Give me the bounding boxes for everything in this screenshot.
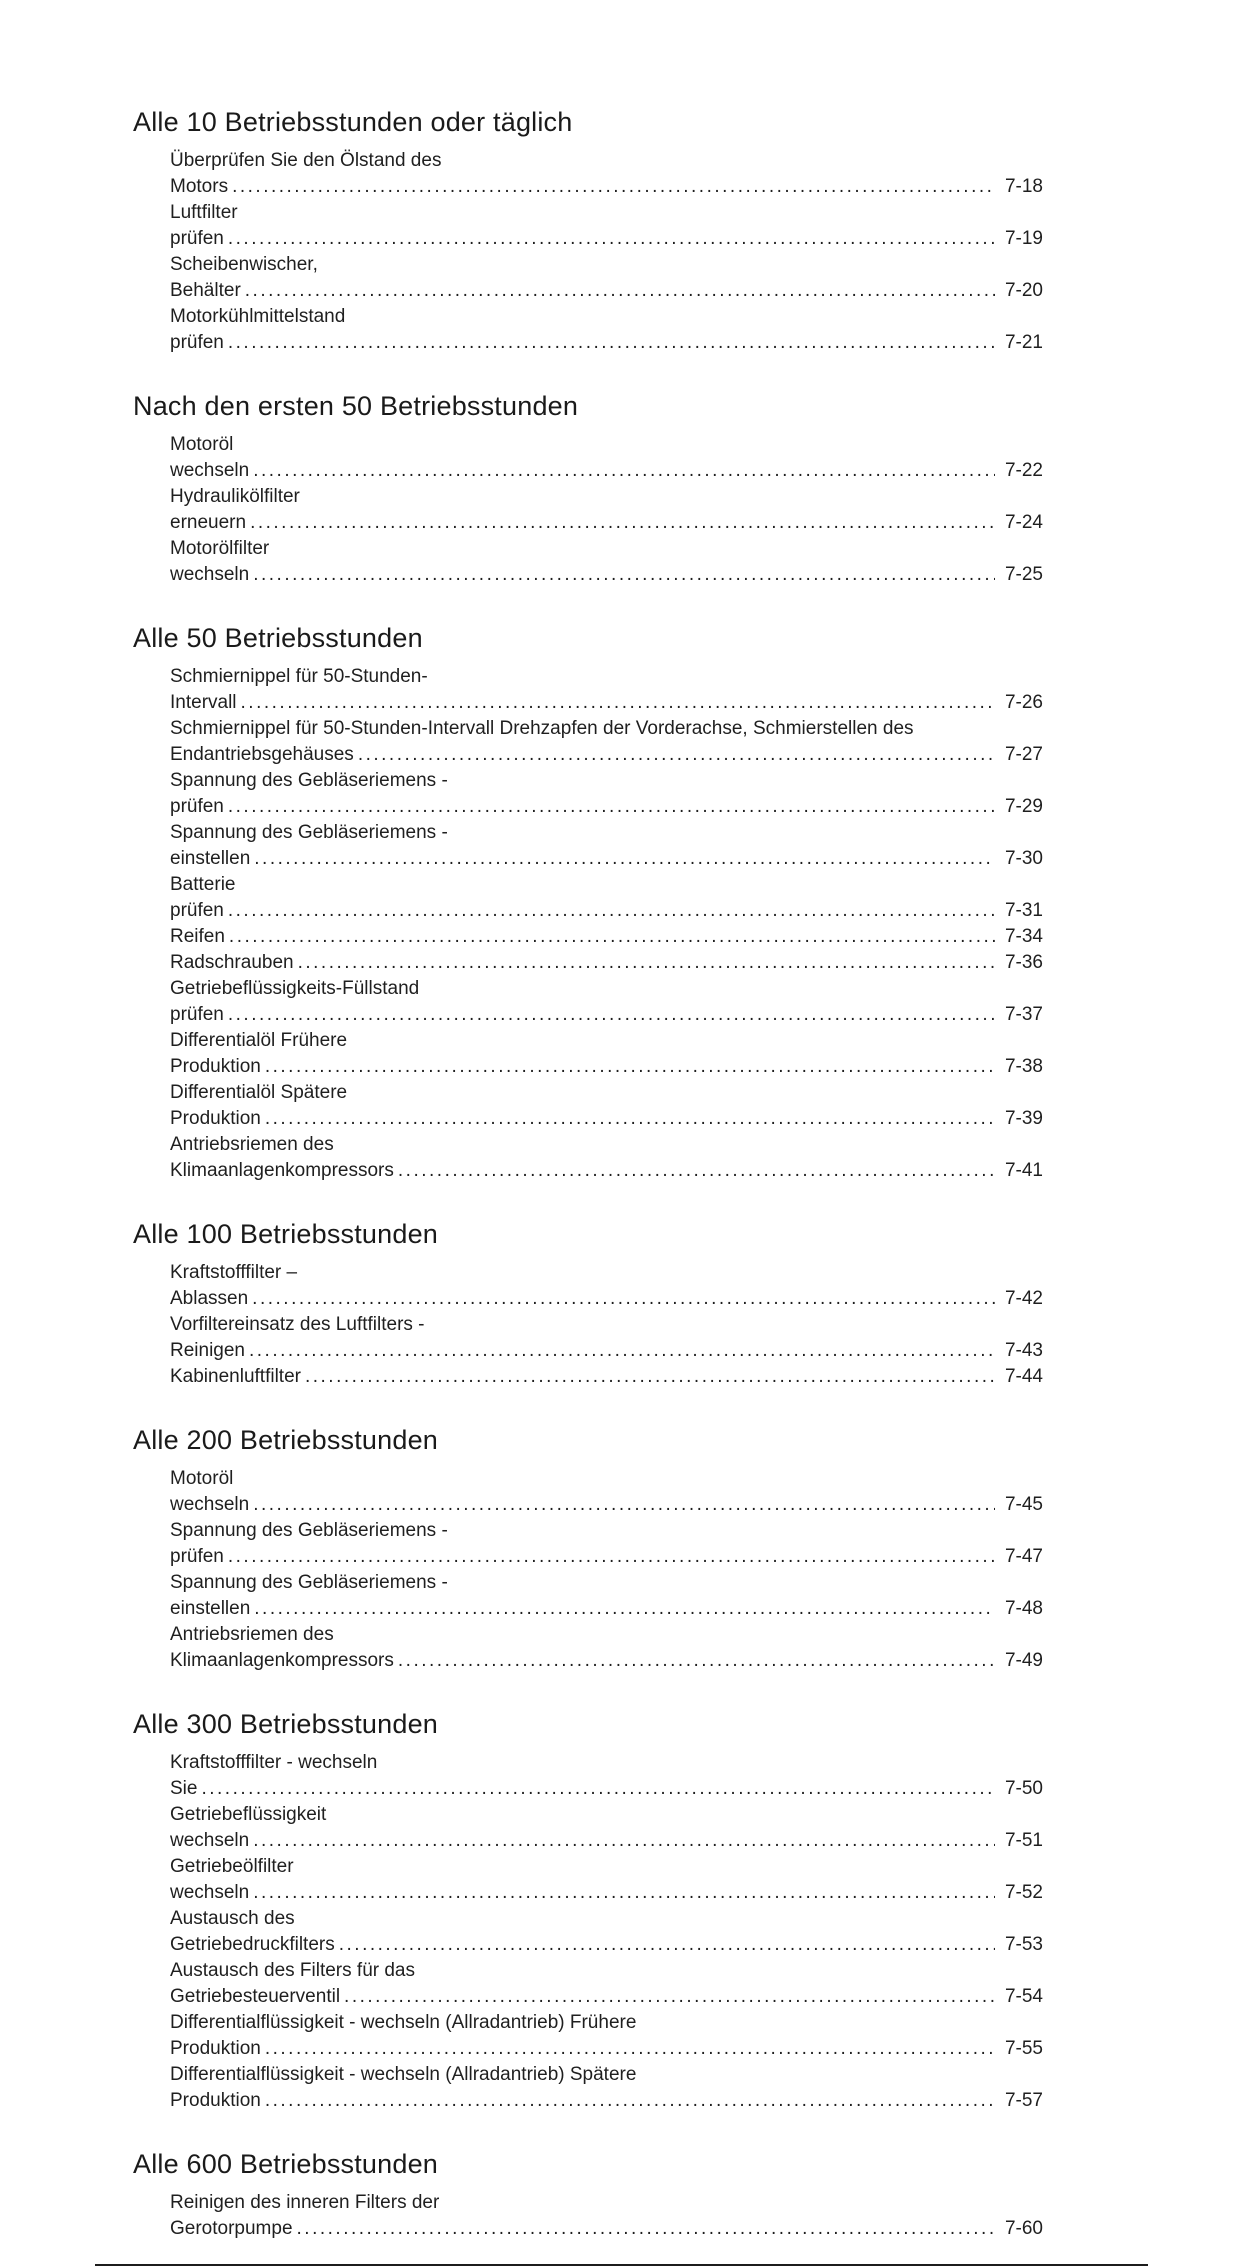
page-number: 7-25 bbox=[995, 562, 1043, 588]
toc-entry[interactable] bbox=[170, 200, 1043, 252]
page-number: 7-48 bbox=[995, 1596, 1043, 1622]
entry-label: Motorölfilter wechseln ..... bbox=[170, 538, 1043, 585]
section-title: Alle 200 Betriebsstunden bbox=[133, 1425, 439, 1455]
entry-label: Getriebeflüssigkeit wechseln ..... bbox=[170, 1804, 1043, 1851]
toc-entry[interactable] bbox=[170, 2062, 1043, 2114]
page-number: 7-44 bbox=[995, 1364, 1043, 1390]
entry-label: Motoröl wechseln ..... bbox=[170, 434, 1043, 481]
entry-label: Reinigen des inneren Filters der Gerotorpumpe ..... bbox=[170, 2192, 1043, 2239]
toc-entry[interactable] bbox=[170, 1802, 1043, 1854]
toc-entry[interactable] bbox=[170, 1622, 1043, 1674]
entry-label: Scheibenwischer, Behälter ..... bbox=[170, 254, 1043, 301]
page-number: 7-18 bbox=[995, 174, 1043, 200]
toc-entry[interactable] bbox=[170, 820, 1043, 872]
entry-label: Getriebeflüssigkeits-Füllstand prüfen ..... bbox=[170, 978, 1043, 1025]
entry-label: Differentialflüssigkeit - wechseln (Allradantrieb) Spätere Produktion ..... bbox=[170, 2064, 1043, 2111]
entry-label: Motoröl wechseln ..... bbox=[170, 1468, 1043, 1515]
page-number: 7-47 bbox=[995, 1544, 1043, 1570]
page-number: 7-57 bbox=[995, 2088, 1043, 2114]
toc-entry[interactable] bbox=[170, 252, 1043, 304]
page-number: 7-26 bbox=[995, 690, 1043, 716]
section-title: Alle 300 Betriebsstunden bbox=[133, 1709, 439, 1739]
entry-label: Überprüfen Sie den Ölstand des Motors ..... bbox=[170, 150, 1043, 197]
toc-entry[interactable] bbox=[170, 1080, 1043, 1132]
entry-label: Antriebsriemen des Klimaanlagenkompressors ..... bbox=[170, 1624, 1043, 1671]
toc-entry[interactable] bbox=[170, 924, 1043, 950]
section-title: Alle 600 Betriebsstunden bbox=[133, 2149, 439, 2179]
page-number: 7-31 bbox=[995, 898, 1043, 924]
entry-label: Differentialöl Frühere Produktion ..... bbox=[170, 1030, 1043, 1077]
page-number: 7-42 bbox=[995, 1286, 1043, 1312]
toc-entry[interactable] bbox=[170, 304, 1043, 356]
page-number: 7-52 bbox=[995, 1880, 1043, 1906]
entry-list bbox=[133, 2190, 1043, 2242]
document-page bbox=[133, 106, 1043, 2242]
toc-entry[interactable] bbox=[170, 1260, 1043, 1312]
page-number: 7-49 bbox=[995, 1648, 1043, 1674]
entry-label: Kraftstofffilter - wechseln Sie ..... bbox=[170, 1752, 1043, 1799]
toc-entry[interactable] bbox=[170, 536, 1043, 588]
page-number: 7-36 bbox=[995, 950, 1043, 976]
section-title: Alle 10 Betriebsstunden oder täglich bbox=[133, 107, 573, 137]
entry-label: Spannung des Gebläseriemens - einstellen ..... bbox=[170, 822, 1043, 869]
page-number: 7-34 bbox=[995, 924, 1043, 950]
entry-label: Radschrauben ..... bbox=[170, 952, 1043, 973]
toc-entry[interactable] bbox=[170, 2010, 1043, 2062]
entry-list bbox=[133, 1750, 1043, 2114]
toc-entry[interactable] bbox=[170, 664, 1043, 716]
entry-label: Kraftstofffilter – Ablassen ..... bbox=[170, 1262, 1043, 1309]
entry-label: Vorfiltereinsatz des Luftfilters - Reinigen ..... bbox=[170, 1314, 1043, 1361]
toc-entry[interactable] bbox=[170, 768, 1043, 820]
page-number: 7-51 bbox=[995, 1828, 1043, 1854]
toc-entry[interactable] bbox=[170, 716, 1043, 768]
page-number: 7-21 bbox=[995, 330, 1043, 356]
entry-label: Schmiernippel für 50-Stunden-Intervall ..... bbox=[170, 666, 1043, 713]
entry-label: Spannung des Gebläseriemens - einstellen ..... bbox=[170, 1572, 1043, 1619]
page-number: 7-37 bbox=[995, 1002, 1043, 1028]
page-number: 7-39 bbox=[995, 1106, 1043, 1132]
toc-entry[interactable] bbox=[170, 950, 1043, 976]
toc-entry[interactable] bbox=[170, 484, 1043, 536]
entry-label: Batterie prüfen ..... bbox=[170, 874, 1043, 921]
toc-entry[interactable] bbox=[170, 2190, 1043, 2242]
entry-label: Antriebsriemen des Klimaanlagenkompressors ..... bbox=[170, 1134, 1043, 1181]
toc-section bbox=[133, 1218, 1043, 1390]
toc-entry[interactable] bbox=[170, 1958, 1043, 2010]
toc-section bbox=[133, 1424, 1043, 1674]
entry-label: Hydraulikölfilter erneuern ..... bbox=[170, 486, 1043, 533]
entry-label: Austausch des Getriebedruckfilters ..... bbox=[170, 1908, 1043, 1955]
toc-section bbox=[133, 622, 1043, 1184]
toc-section bbox=[133, 1708, 1043, 2114]
toc-entry[interactable] bbox=[170, 1028, 1043, 1080]
page-number: 7-45 bbox=[995, 1492, 1043, 1518]
entry-label: Motorkühlmittelstand prüfen ..... bbox=[170, 306, 1043, 353]
toc-entry[interactable] bbox=[170, 1364, 1043, 1390]
entry-label: Getriebeölfilter wechseln ..... bbox=[170, 1856, 1043, 1903]
entry-label: Differentialflüssigkeit - wechseln (Allradantrieb) Frühere Produktion ..... bbox=[170, 2012, 1043, 2059]
entry-label: Spannung des Gebläseriemens - prüfen ..... bbox=[170, 770, 1043, 817]
page-number: 7-19 bbox=[995, 226, 1043, 252]
toc-entry[interactable] bbox=[170, 432, 1043, 484]
toc-sections bbox=[133, 106, 1043, 2242]
entry-list bbox=[133, 432, 1043, 588]
toc-entry[interactable] bbox=[170, 1750, 1043, 1802]
page-number: 7-54 bbox=[995, 1984, 1043, 2010]
toc-entry[interactable] bbox=[170, 148, 1043, 200]
toc-entry[interactable] bbox=[170, 1854, 1043, 1906]
entry-list bbox=[133, 148, 1043, 356]
entry-label: Spannung des Gebläseriemens - prüfen ..... bbox=[170, 1520, 1043, 1567]
toc-section bbox=[133, 106, 1043, 356]
entry-list bbox=[133, 664, 1043, 1184]
toc-entry[interactable] bbox=[170, 1570, 1043, 1622]
entry-label: Austausch des Filters für das Getriebesteuerventil ..... bbox=[170, 1960, 1043, 2007]
page-number: 7-27 bbox=[995, 742, 1043, 768]
entry-label: Kabinenluftfilter ..... bbox=[170, 1366, 1043, 1387]
section-title: Alle 50 Betriebsstunden bbox=[133, 623, 423, 653]
page-number: 7-22 bbox=[995, 458, 1043, 484]
page-number: 7-20 bbox=[995, 278, 1043, 304]
page-number: 7-50 bbox=[995, 1776, 1043, 1802]
entry-list bbox=[133, 1260, 1043, 1390]
page-number: 7-30 bbox=[995, 846, 1043, 872]
entry-label: Differentialöl Spätere Produktion ..... bbox=[170, 1082, 1043, 1129]
toc-section bbox=[133, 2148, 1043, 2242]
page-number: 7-38 bbox=[995, 1054, 1043, 1080]
toc-entry[interactable] bbox=[170, 1312, 1043, 1364]
toc-entry[interactable] bbox=[170, 1518, 1043, 1570]
toc-entry[interactable] bbox=[170, 1906, 1043, 1958]
toc-entry[interactable] bbox=[170, 1132, 1043, 1184]
entry-list bbox=[133, 1466, 1043, 1674]
page-number: 7-29 bbox=[995, 794, 1043, 820]
page-number: 7-53 bbox=[995, 1932, 1043, 1958]
toc-entry[interactable] bbox=[170, 1466, 1043, 1518]
entry-label: Luftfilter prüfen ..... bbox=[170, 202, 1043, 249]
page-number: 7-24 bbox=[995, 510, 1043, 536]
section-title: Nach den ersten 50 Betriebsstunden bbox=[133, 391, 579, 421]
toc-section bbox=[133, 390, 1043, 588]
toc-entry[interactable] bbox=[170, 976, 1043, 1028]
page-number: 7-60 bbox=[995, 2216, 1043, 2242]
section-title: Alle 100 Betriebsstunden bbox=[133, 1219, 439, 1249]
entry-label: Reifen ..... bbox=[170, 926, 1043, 947]
toc-entry[interactable] bbox=[170, 872, 1043, 924]
entry-label: Schmiernippel für 50-Stunden-Intervall Drehzapfen der Vorderachse, Schmierstellen des Endantriebsgehäuses ..... bbox=[170, 718, 1043, 765]
page-number: 7-41 bbox=[995, 1158, 1043, 1184]
page-number: 7-43 bbox=[995, 1338, 1043, 1364]
page-number: 7-55 bbox=[995, 2036, 1043, 2062]
